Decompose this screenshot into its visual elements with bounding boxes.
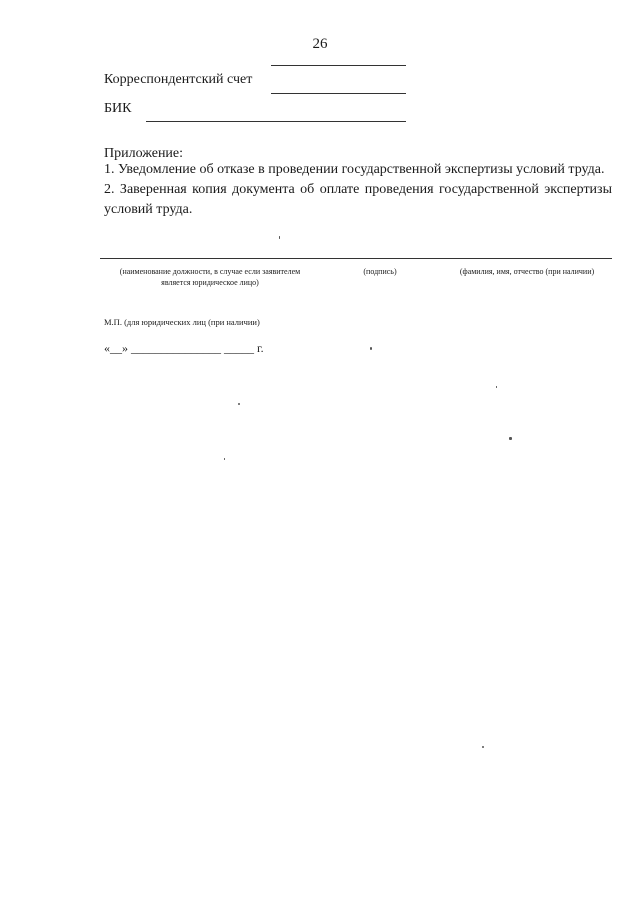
attachment-item-1: 1. Уведомление об отказе в проведении государственной экспертизы условий труда. — [104, 162, 605, 177]
scan-speck — [279, 236, 280, 239]
position-caption-line1: (наименование должности, в случае если заявителем — [119, 267, 301, 276]
sign-caption: (подпись) — [363, 267, 397, 276]
signature-line — [100, 258, 612, 259]
scan-speck — [370, 347, 372, 350]
scan-speck — [238, 403, 240, 405]
corr-account-line — [271, 93, 406, 94]
scan-speck — [224, 458, 225, 460]
position-caption — [100, 266, 320, 288]
scan-speck — [482, 746, 484, 748]
attachment-item-2: 2. Заверенная копия документа об оплате проведения государственной экспертизы условий труда. — [104, 182, 612, 217]
bik-line — [146, 121, 406, 122]
stamp-note: М.П. (для юридических лиц (при наличии) — [104, 317, 260, 327]
position-caption-line2: является юридическое лицо) — [161, 278, 259, 287]
page-number: 26 — [312, 36, 328, 52]
field-line-top — [271, 65, 406, 66]
scan-speck — [509, 437, 512, 440]
date-line: «__» _______________ _____ г. — [104, 341, 264, 355]
corr-account-label: Корреспондентский счет — [104, 72, 253, 87]
attachments-title: Приложение: — [104, 146, 184, 161]
name-caption: (фамилия, имя, отчество (при наличии) — [459, 267, 595, 276]
bik-label: БИК — [104, 101, 132, 116]
scan-speck — [496, 386, 497, 388]
